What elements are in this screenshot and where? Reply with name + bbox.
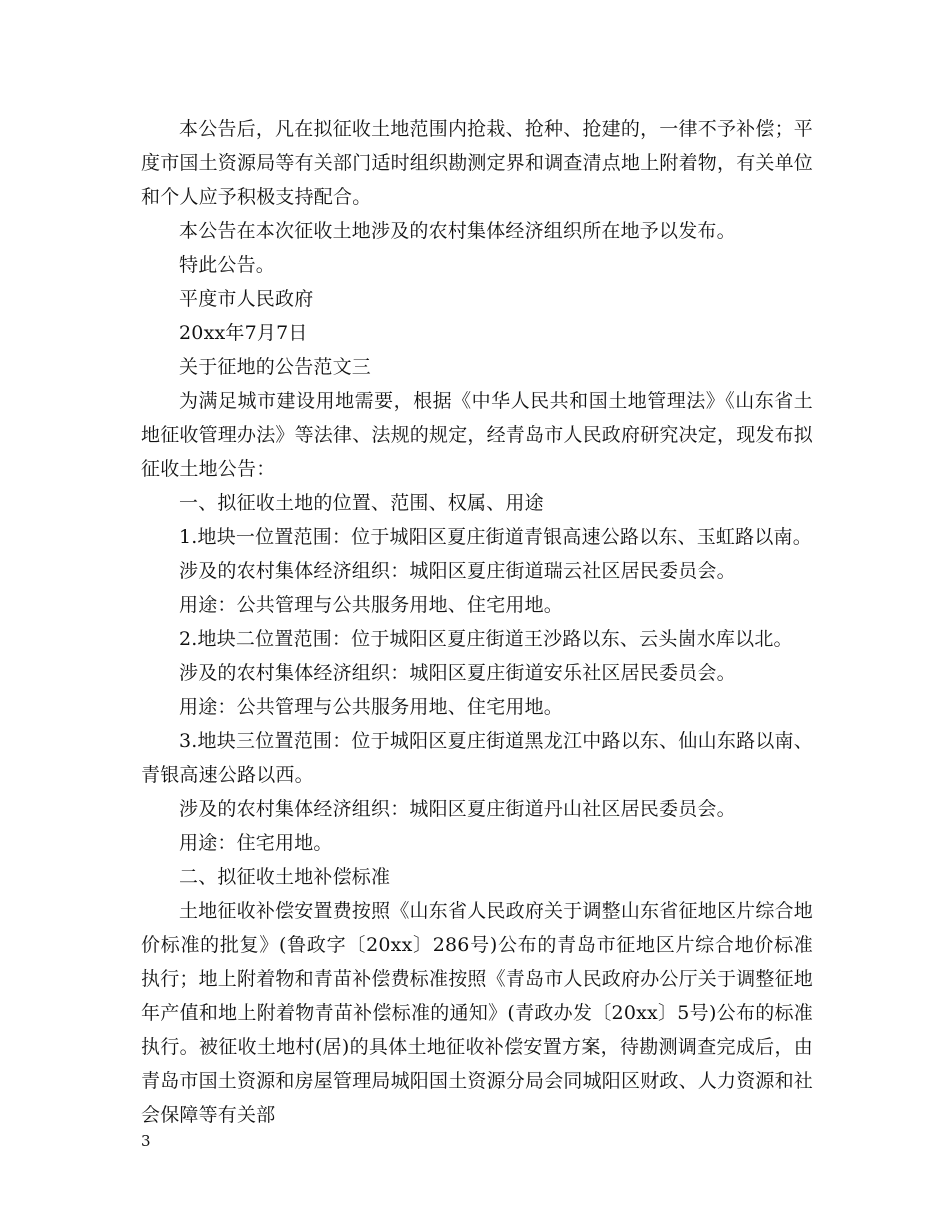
signature-issuer: 平度市人民政府 [179,288,314,310]
paragraph-2: 本公告在本次征收土地涉及的农村集体经济组织所在地予以发布。 [179,220,736,242]
paragraph-12: 2.地块二位置范围：位于城阳区夏庄街道王沙路以东、云头崮水库以北。 [179,628,793,650]
section-title: 关于征地的公告范文三 [179,356,372,378]
paragraph-14: 用途：公共管理与公共服务用地、住宅用地。 [179,696,564,718]
paragraph-10: 涉及的农村集体经济组织：城阳区夏庄街道瑞云社区居民委员会。 [179,560,736,582]
page-number: 3 [141,1132,151,1150]
paragraph-7: 为满足城市建设用地需要，根据《中华人民共和国土地管理法》《山东省土地征收管理办法》等法律、法规的规定，经青岛市人民政府研究决定，现发布拟征收土地公告： [141,390,814,480]
heading-2: 二、拟征收土地补偿标准 [179,866,391,888]
paragraph-19: 土地征收补偿安置费按照《山东省人民政府关于调整山东省征地区片综合地价标准的批复》(鲁政字〔20xx〕286号)公布的青岛市征地区片综合地价标准执行；地上附着物和青苗补偿费标准按照《青岛市人民政府办公厅关于调整征地年产值和地上附着物青苗补偿标准的通知》(青政办发〔20xx〕5号)公布的标准执行。被征收土地村(居)的具体土地征收补偿安置方案，待勘测调查完成后，由青岛市国土资源和房屋管理局城阳国土资源分局会同城阳区财政、人力资源和社会保障等有关部 [141,900,814,1126]
heading-1: 一、拟征收土地的位置、范围、权属、用途 [179,492,544,514]
paragraph-15: 3.地块三位置范围：位于城阳区夏庄街道黑龙江中路以东、仙山东路以南、青银高速公路以西。 [141,730,813,786]
paragraph-9: 1.地块一位置范围：位于城阳区夏庄街道青银高速公路以东、玉虹路以南。 [179,526,812,548]
paragraph-1: 本公告后，凡在拟征收土地范围内抢栽、抢种、抢建的，一律不予补偿；平度市国土资源局等有关部门适时组织勘测定界和调查清点地上附着物，有关单位和个人应予积极支持配合。 [141,118,814,208]
paragraph-16: 涉及的农村集体经济组织：城阳区夏庄街道丹山社区居民委员会。 [179,798,736,820]
paragraph-11: 用途：公共管理与公共服务用地、住宅用地。 [179,594,564,616]
signature-date: 20xx年7月7日 [179,322,308,344]
paragraph-3: 特此公告。 [179,254,276,276]
paragraph-13: 涉及的农村集体经济组织：城阳区夏庄街道安乐社区居民委员会。 [179,662,736,684]
paragraph-17: 用途：住宅用地。 [179,832,333,854]
document-body [141,112,813,1132]
